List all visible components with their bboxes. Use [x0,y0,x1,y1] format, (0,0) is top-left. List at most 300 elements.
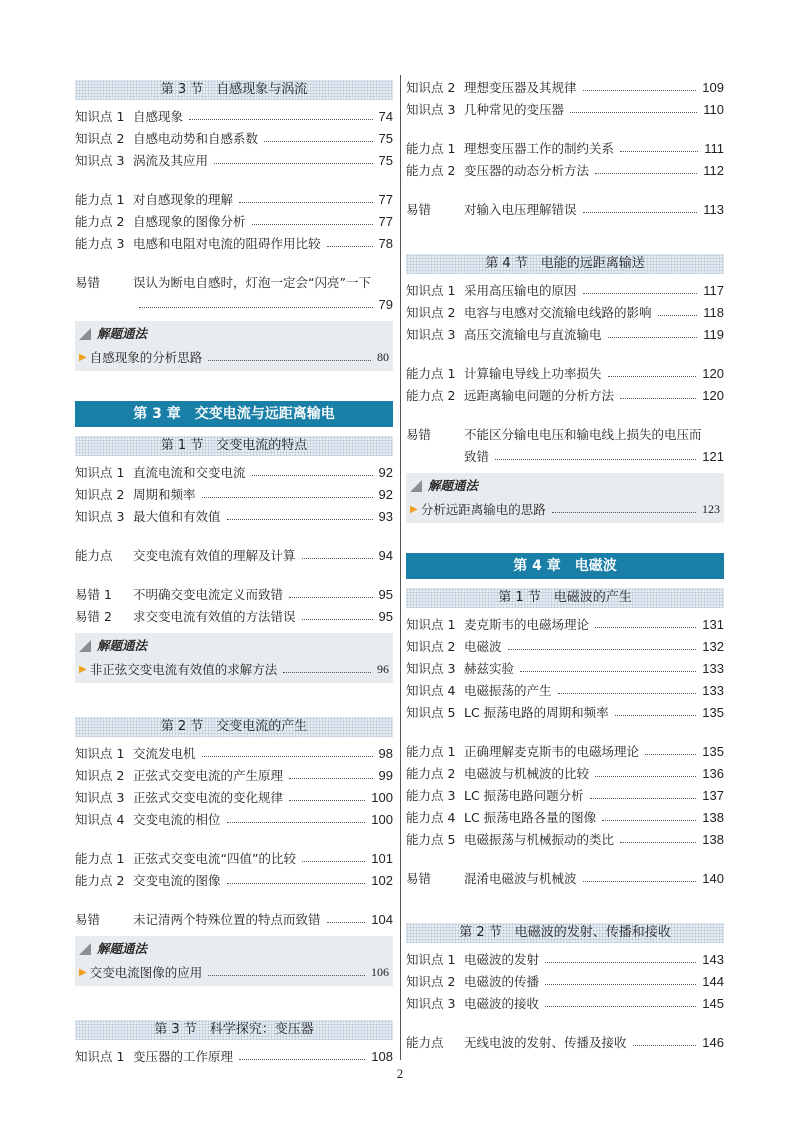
spacer [75,830,393,847]
toc-entry[interactable] [75,127,393,149]
entry-label: 知识点 1 [406,283,456,298]
dot-leader [583,293,698,294]
entry-page: 143 [702,951,724,967]
method-entry[interactable] [79,347,389,367]
entry-page: 118 [703,304,724,320]
dot-leader [208,360,371,361]
entry-label: 能力点 5 [406,832,456,847]
toc-entry[interactable] [75,105,393,127]
toc-entry[interactable] [406,1031,724,1053]
entry-label: 知识点 2 [75,487,125,502]
toc-entry-continued[interactable] [75,293,393,315]
dot-leader [239,202,373,203]
toc-entry[interactable] [75,847,393,869]
toc-entry[interactable] [75,908,393,930]
toc-entry[interactable] [406,384,724,406]
entry-page: 94 [378,547,393,563]
dot-leader [202,756,373,757]
dot-leader [252,475,373,476]
method-entry[interactable] [79,659,389,679]
dot-leader [214,163,373,164]
entry-label: 能力点 1 [406,366,456,381]
entry-label: 知识点 3 [75,153,125,168]
entry-label: 知识点 3 [75,790,125,805]
section-header: 第 4 节 电能的远距离输送 [406,254,724,274]
play-arrow-icon: ▶ [79,351,87,363]
entry-title: 理想变压器工作的制约关系 [464,141,615,156]
entry-page: 138 [702,809,724,825]
entry-label: 能力点 1 [406,141,456,156]
entry-title: 交流发电机 [133,746,196,761]
entry-title: 正确理解麦克斯韦的电磁场理论 [464,744,640,759]
entry-page: 135 [702,704,724,720]
entry-label: 知识点 3 [75,509,125,524]
dot-leader [645,754,696,755]
toc-entry[interactable] [75,764,393,786]
corner-triangle-icon [79,640,91,652]
entry-page: 92 [378,486,393,502]
spacer [75,527,393,544]
entry-label: 知识点 3 [406,996,456,1011]
toc-entry[interactable] [406,867,724,889]
dot-leader [302,619,373,620]
entry-page: 77 [378,191,393,207]
section-header: 第 1 节 交变电流的特点 [75,436,393,456]
entry-page: 111 [704,140,724,156]
entry-title: 电磁波的发射 [464,952,540,967]
entry-page: 113 [703,201,724,217]
entry-title: 理想变压器及其规律 [464,80,577,95]
entry-page: 112 [703,162,724,178]
toc-entry[interactable] [406,323,724,345]
method-box [75,936,393,986]
entry-title: 分析远距离输电的思路 [420,502,546,517]
toc-entry[interactable] [75,210,393,232]
entry-title: 电磁振荡与机械振动的类比 [464,832,615,847]
dot-leader [302,861,365,862]
entry-title: 涡流及其应用 [133,153,209,168]
entry-title: 正弦式交变电流的产生原理 [133,768,284,783]
dot-leader [327,246,373,247]
entry-title: 混淆电磁波与机械波 [464,871,577,886]
toc-entry[interactable] [406,159,724,181]
entry-label: 易错 [75,275,101,290]
entry-page: 133 [702,682,724,698]
entry-page: 75 [378,130,393,146]
dot-leader [633,1045,697,1046]
spacer [75,566,393,583]
method-box-title [79,936,389,962]
toc-entry[interactable] [406,740,724,762]
page-number: 2 [396,1066,404,1081]
toc-entry[interactable] [406,948,724,970]
entry-title: 电磁波的接收 [464,996,540,1011]
entry-title: 赫兹实验 [464,661,515,676]
toc-entry[interactable] [75,544,393,566]
entry-label: 能力点 2 [406,163,456,178]
dot-leader [289,778,373,779]
entry-title: 远距离输电问题的分析方法 [464,388,615,403]
entry-page: 80 [377,349,389,364]
entry-title: 电磁波的传播 [464,974,540,989]
toc-entry[interactable] [406,762,724,784]
entry-title: 交变电流有效值的理解及计算 [133,548,296,563]
entry-title: LC 振荡电路的周期和频率 [464,705,609,720]
section-header: 第 1 节 电磁波的产生 [406,588,724,608]
toc-entry[interactable] [406,784,724,806]
entry-label: 知识点 2 [75,768,125,783]
dot-leader [595,173,697,174]
method-title-text: 解题通法 [97,326,148,341]
toc-entry[interactable] [406,301,724,323]
entry-label: 知识点 2 [406,80,456,95]
entry-page: 138 [702,831,724,847]
entry-page: 145 [702,995,724,1011]
entry-label: 能力点 3 [75,236,125,251]
entry-label: 易错 [406,871,432,886]
entry-page: 102 [371,872,393,888]
dot-leader [620,398,696,399]
method-box [406,473,724,523]
entry-page: 95 [378,608,393,624]
entry-title: 周期和频率 [133,487,196,502]
entry-page: 77 [378,213,393,229]
entry-label: 能力点 2 [75,214,125,229]
chapter-header: 第 3 章 交变电流与远距离输电 [75,401,393,427]
toc-entry[interactable] [406,657,724,679]
entry-page: 136 [702,765,724,781]
toc-entry[interactable] [75,271,393,293]
dot-leader [583,212,698,213]
toc-column-right [406,76,724,1053]
method-box [75,633,393,683]
toc-entry[interactable] [406,679,724,701]
entry-label: 能力点 2 [406,388,456,403]
toc-entry[interactable] [406,992,724,1014]
entry-title: 几种常见的变压器 [464,102,565,117]
toc-entry[interactable] [406,970,724,992]
section-header: 第 2 节 交变电流的产生 [75,717,393,737]
dot-leader [608,337,698,338]
dot-leader [302,558,373,559]
entry-page: 92 [378,464,393,480]
spacer [406,345,724,362]
entry-label: 知识点 4 [75,812,125,827]
entry-page: 123 [702,501,720,516]
dot-leader [520,671,696,672]
dot-leader [545,962,696,963]
method-box-title [79,321,389,347]
dot-leader [508,649,697,650]
entry-page: 121 [702,448,724,464]
method-box-title [410,473,720,499]
entry-title: 非正弦交变电流有效值的求解方法 [89,662,278,677]
toc-entry[interactable] [75,605,393,627]
dot-leader [545,984,696,985]
entry-label: 易错 1 [75,587,112,602]
method-entry[interactable] [410,499,720,519]
entry-label: 知识点 2 [406,974,456,989]
play-arrow-icon: ▶ [79,966,87,978]
entry-label: 知识点 1 [406,617,456,632]
spacer [75,171,393,188]
corner-triangle-icon [410,480,422,492]
entry-label: 知识点 5 [406,705,456,720]
entry-page: 140 [702,870,724,886]
dot-leader [595,627,696,628]
entry-title: 致错 [464,449,490,464]
entry-page: 100 [371,811,393,827]
dot-leader [595,776,696,777]
entry-page: 106 [371,964,389,979]
toc-entry[interactable] [75,786,393,808]
toc-entry[interactable] [75,583,393,605]
toc-entry[interactable] [406,828,724,850]
entry-title: 无线电波的发射、传播及接收 [464,1035,627,1050]
dot-leader [658,315,698,316]
entry-title: 采用高压输电的原因 [464,283,577,298]
entry-title: LC 振荡电路问题分析 [464,788,584,803]
spacer [406,406,724,423]
spacer [406,181,724,198]
dot-leader [590,798,697,799]
entry-title: 自感现象的图像分析 [133,214,246,229]
entry-title: 麦克斯韦的电磁场理论 [464,617,590,632]
entry-label: 知识点 1 [75,465,125,480]
entry-title: 直流电流和交变电流 [133,465,246,480]
dot-leader [558,693,697,694]
dot-leader [239,1059,365,1060]
entry-page: 135 [702,743,724,759]
toc-column-left [75,80,393,1067]
corner-triangle-icon [79,943,91,955]
entry-label: 易错 2 [75,609,112,624]
dot-leader [545,1006,696,1007]
entry-label: 知识点 3 [406,661,456,676]
entry-page: 108 [371,1048,393,1064]
entry-page: 146 [702,1034,724,1050]
toc-entry[interactable] [406,198,724,220]
entry-title: 自感现象的分析思路 [89,350,203,365]
entry-page: 74 [378,108,393,124]
entry-title: 未记清两个特殊位置的特点而致错 [133,912,321,927]
entry-label: 知识点 3 [406,102,456,117]
method-box [75,321,393,371]
toc-entry[interactable] [406,613,724,635]
toc-entry[interactable] [75,483,393,505]
entry-title: 电感和电阻对电流的阻碍作用比较 [133,236,321,251]
entry-page: 132 [702,638,724,654]
chapter-header: 第 4 章 电磁波 [406,553,724,579]
dot-leader [252,224,373,225]
entry-title: 变压器的动态分析方法 [464,163,590,178]
spacer [75,254,393,271]
entry-title: 正弦式交变电流的变化规律 [133,790,284,805]
dot-leader [227,883,366,884]
entry-title: 误认为断电自感时，灯泡一定会“闪亮”一下 [133,275,371,290]
entry-page: 144 [702,973,724,989]
entry-title: 自感电动势和自感系数 [133,131,259,146]
method-title-text: 解题通法 [97,638,148,653]
entry-page: 137 [702,787,724,803]
dot-leader [289,597,373,598]
entry-label: 能力点 1 [406,744,456,759]
entry-label: 易错 [75,912,101,927]
toc-entry[interactable] [75,869,393,891]
entry-label: 能力点 1 [75,851,125,866]
method-box-title [79,633,389,659]
dot-leader [583,90,697,91]
entry-label: 易错 [406,427,432,442]
dot-leader [583,881,697,882]
entry-label: 易错 [406,202,432,217]
play-arrow-icon: ▶ [79,663,87,675]
entry-title: LC 振荡电路各量的图像 [464,810,597,825]
dot-leader [495,459,696,460]
entry-page: 120 [702,387,724,403]
entry-label: 能力点 4 [406,810,456,825]
dot-leader [602,820,696,821]
toc-entry[interactable] [406,806,724,828]
entry-page: 120 [702,365,724,381]
entry-label: 知识点 2 [75,131,125,146]
entry-label: 能力点 2 [406,766,456,781]
dot-leader [327,922,366,923]
method-title-text: 解题通法 [428,478,479,493]
dot-leader [189,119,373,120]
entry-title: 对输入电压理解错误 [464,202,577,217]
toc-entry[interactable] [406,279,724,301]
entry-title: 不能区分输电电压和输电线上损失的电压而 [464,427,702,442]
play-arrow-icon: ▶ [410,503,418,515]
entry-title: 高压交流输电与直流输电 [464,327,602,342]
entry-label: 知识点 4 [406,683,456,698]
entry-page: 109 [702,79,724,95]
spacer [406,1014,724,1031]
dot-leader [283,672,371,673]
toc-entry[interactable] [75,461,393,483]
entry-title: 变压器的工作原理 [133,1049,234,1064]
entry-page: 75 [378,152,393,168]
spacer [406,850,724,867]
entry-label: 能力点 3 [406,788,456,803]
spacer [75,891,393,908]
entry-page: 100 [371,789,393,805]
entry-page: 95 [378,586,393,602]
toc-entry[interactable] [406,701,724,723]
toc-entry[interactable] [406,635,724,657]
toc-entry[interactable] [75,232,393,254]
entry-title: 交变电流的图像 [133,873,221,888]
entry-label: 知识点 3 [406,327,456,342]
entry-label: 知识点 1 [75,1049,125,1064]
dot-leader [552,512,696,513]
entry-page: 98 [378,745,393,761]
entry-label: 能力点 1 [75,192,125,207]
entry-title: 交变电流图像的应用 [89,965,203,980]
toc-entry[interactable] [75,149,393,171]
toc-entry[interactable] [406,362,724,384]
section-header: 第 3 节 自感现象与涡流 [75,80,393,100]
entry-label: 知识点 1 [406,952,456,967]
entry-title: 最大值和有效值 [133,509,221,524]
dot-leader [620,151,698,152]
entry-page: 104 [371,911,393,927]
entry-title: 计算输电导线上功率损失 [464,366,602,381]
dot-leader [570,112,697,113]
section-header: 第 2 节 电磁波的发射、传播和接收 [406,923,724,943]
entry-label: 能力点 [75,548,113,563]
entry-page: 110 [703,101,724,117]
entry-title: 交变电流的相位 [133,812,221,827]
entry-page: 117 [703,282,724,298]
entry-page: 131 [702,616,724,632]
entry-title: 求交变电流有效值的方法错误 [133,609,296,624]
method-entry[interactable] [79,962,389,982]
dot-leader [608,376,697,377]
entry-title: 自感现象 [133,109,184,124]
entry-title: 不明确交变电流定义而致错 [133,587,284,602]
toc-entry[interactable] [406,76,724,98]
dot-leader [264,141,373,142]
entry-label: 能力点 [406,1035,444,1050]
toc-entry[interactable] [75,742,393,764]
entry-page: 78 [378,235,393,251]
entry-page: 119 [703,326,724,342]
dot-leader [202,497,373,498]
section-header: 第 3 节 科学探究：变压器 [75,1020,393,1040]
toc-entry[interactable] [406,137,724,159]
dot-leader [227,822,366,823]
entry-label: 能力点 2 [75,873,125,888]
entry-page: 99 [378,767,393,783]
entry-label: 知识点 1 [75,746,125,761]
dot-leader [227,519,373,520]
entry-page: 93 [378,508,393,524]
entry-page: 101 [371,850,393,866]
entry-title: 电磁波 [464,639,502,654]
corner-triangle-icon [79,328,91,340]
toc-entry[interactable] [75,808,393,830]
toc-entry[interactable] [75,188,393,210]
entry-title: 正弦式交变电流“四值”的比较 [133,851,296,866]
spacer [406,723,724,740]
entry-title: 对自感现象的理解 [133,192,234,207]
entry-title: 电容与电感对交流输电线路的影响 [464,305,652,320]
entry-page: 79 [378,296,393,312]
entry-title: 电磁振荡的产生 [464,683,552,698]
toc-entry[interactable] [75,1045,393,1067]
dot-leader [620,842,696,843]
entry-page: 96 [377,661,389,676]
toc-entry-continued[interactable] [406,445,724,467]
dot-leader [208,975,365,976]
dot-leader [615,715,697,716]
entry-label: 知识点 2 [406,639,456,654]
column-divider [400,75,401,1060]
dot-leader [139,307,373,308]
toc-entry[interactable] [406,423,724,445]
entry-title: 电磁波与机械波的比较 [464,766,590,781]
method-title-text: 解题通法 [97,941,148,956]
spacer [406,120,724,137]
toc-entry[interactable] [406,98,724,120]
dot-leader [289,800,365,801]
toc-entry[interactable] [75,505,393,527]
entry-label: 知识点 2 [406,305,456,320]
entry-page: 133 [702,660,724,676]
entry-label: 知识点 1 [75,109,125,124]
